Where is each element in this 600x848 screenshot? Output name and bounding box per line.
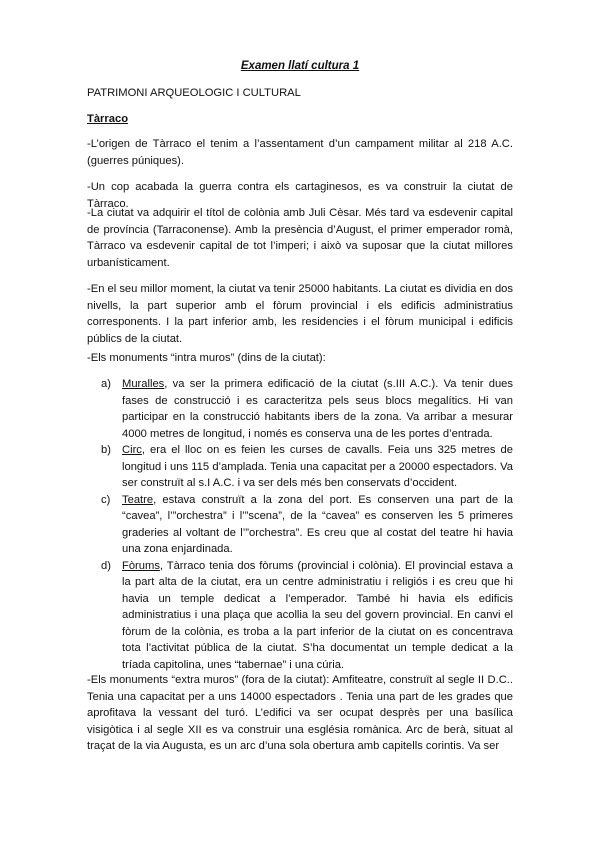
list-text: , era el lloc on es feien les curses de cavalls. Feia uns 325 metres de longitud i uns 115 d’amplada. Tenia una capacitat per a 20000 espectadors. Va ser construït al s.I A.C. i va ser dels més ben conservats d’occident. (122, 444, 513, 489)
list-item (101, 558, 513, 674)
list-item (101, 442, 513, 492)
list-term: Circ (122, 444, 142, 456)
list-marker: b) (101, 444, 111, 456)
section-heading: Tàrraco (87, 113, 129, 125)
monuments-list (101, 376, 513, 673)
paragraph-population: -En el seu millor moment, la ciutat va tenir 25000 habitants. La ciutat es dividia en dos nivells, la part superior amb el fòrum provincial i els edificis administratius corresponents. I la part inferior amb, les residencies i el fòrum municipal i edificis públics de la ciutat. (87, 283, 513, 345)
list-term: Fòrums (122, 559, 160, 572)
list-item (101, 376, 513, 442)
list-term: Muralles (122, 378, 165, 390)
list-text: , Tàrraco tenia dos fòrums (provincial i colònia). El provincial estava a la part alta de la ciutat, era un centre administratiu i religiós i es creu que hi havia un temple dedicat a l’emperador. També hi havia els edificis administratius i una plaça que acollia la seu del govern provincial. En canvi el fòrum de la colònia, es troba a la part inferior de la ciutat on es concentrava tota l’activitat pública de la ciutat. S’ha documentat un temple dedicat a la tríada capitolina, unes “tabernae” i una cúria. (122, 559, 513, 671)
paragraph-colony: -La ciutat va adquirir el títol de colònia amb Juli Cèsar. Més tard va esdevenir capital de província (Tarraconense). Amb la presència d’August, el primer emperador romà, Tàrraco va esdevenir capital de tot l’imperi; i això va suposar que la ciutat millores urbanísticament. (87, 207, 513, 269)
list-marker: c) (101, 493, 111, 506)
list-text: , va ser la primera edificació de la ciutat (s.III A.C.). Va tenir dues fases de construcció i es caracteritza pels seus blocs megalítics. Hi van participar en la construcció habitants ibers de la zona. Va arribar a mesurar 4000 metres de longitud, i només es conserva una de les portes d’entrada. (122, 378, 513, 440)
main-heading: PATRIMONI ARQUEOLOGIC I CULTURAL (87, 87, 301, 99)
paragraph-intra-muros: -Els monuments “intra muros” (dins de la ciutat): (87, 352, 326, 364)
paragraph-origin: -L’origen de Tàrraco el tenim a l’assentament d’un campament militar al 218 A.C. (guerres púniques). (87, 138, 513, 167)
document-title: Examen llatí cultura 1 (240, 60, 360, 72)
list-marker: d) (101, 559, 111, 572)
list-item (101, 492, 513, 558)
paragraph-extra-muros: -Els monuments “extra muros” (fora de la ciutat): Amfiteatre, construït al segle II D.C.. Tenia una capacitat per a uns 14000 espectadors . Tenia una part de les grades que aprofitava la vessant del turó. L’edifici va ser ocupat desprès per una basílica visigòtica i al segle XII es va construir una església romànica. Arc de berà, situat al traçat de la via Augusta, es un arc d’una sola obertura amb capitells corintis. Va ser (87, 674, 513, 752)
paragraph-war: -Un cop acabada la guerra contra els cartaginesos, es va construir la ciutat de Tàrraco. (87, 181, 513, 210)
list-text: , estava construït a la zona del port. Es conserven una part de la “cavea”, l’”orchestra” i l’”scena”, de la “cavea” es conserven les 5 primeres graderies al voltant de l’”orchestra”. Es creu que al costat del teatre hi havia una zona enjardinada. (122, 493, 513, 555)
list-marker: a) (101, 378, 111, 390)
list-term: Teatre (122, 493, 154, 506)
